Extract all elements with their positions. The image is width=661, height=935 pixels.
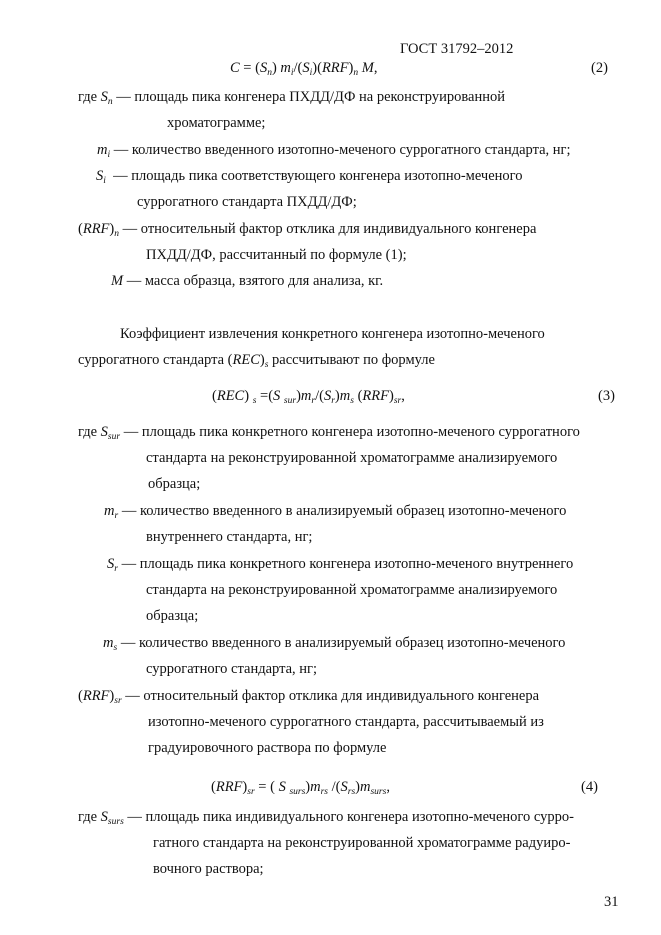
definition-mr-text: — количество введенного в анализируемый образец изотопно-меченого xyxy=(121,503,567,519)
definition-ms-cont: суррогатного стандарта, нг; xyxy=(146,661,318,677)
definition-rrf-sr: $(RRF)_{sr}$ — относительный фактор отклика для индивидуального конгенера xyxy=(78,688,540,706)
definition-ms-text: — количество введенного в анализируемый образец изотопно-меченого xyxy=(120,635,566,651)
definition-m: M — масса образца, взятого для анализа, кг. xyxy=(111,273,384,289)
definition-rrf-sr-text: — относительный фактор отклика для индивидуального конгенера xyxy=(125,688,540,704)
definition-ssurs: где $S_{surs}$ — площадь пика индивидуального конгенера изотопно-меченого сурро- xyxy=(78,809,574,827)
formula-4-number: (4) xyxy=(581,779,598,795)
definition-si-cont: суррогатного стандарта ПХДД/ДФ; xyxy=(137,194,357,210)
definition-ssur-text: — площадь пика конкретного конгенера изотопно-меченого суррогатного xyxy=(123,424,580,440)
definition-sr-cont-2: образца; xyxy=(146,608,199,624)
definition-mr: $m_r$ — количество введенного в анализируемый образец изотопно-меченого xyxy=(104,503,567,521)
definition-ssur: где $S_{sur}$ — площадь пика конкретного конгенера изотопно-меченого суррогатного xyxy=(78,424,580,442)
definition-ssurs-text: — площадь пика индивидуального конгенера изотопно-меченого сурро- xyxy=(127,809,574,825)
definition-mi: $m_i$ — количество введенного изотопно-меченого суррогатного стандарта, нг; xyxy=(97,142,571,160)
definition-rrf-sr-cont-1: изотопно-меченого суррогатного стандарта, рассчитываемый из xyxy=(148,714,544,730)
definition-ssur-cont-2: образца; xyxy=(148,476,201,492)
formula-4: $(RRF)_{sr}$ = ( S $_{surs})m_{rs}$ $/(S_{rs})m_{surs}$, xyxy=(211,779,390,797)
definition-rrf-sr-cont-2: градуировочного раствора по формуле xyxy=(148,740,387,756)
definition-ssur-cont-1: стандарта на реконструированной хроматограмме анализируемого xyxy=(146,450,558,466)
definition-m-text: — масса образца, взятого для анализа, кг. xyxy=(126,273,384,289)
formula-3-number: (3) xyxy=(598,388,615,404)
definition-si-text: — площадь пика соответствующего конгенера изотопно-меченого xyxy=(113,168,523,184)
paragraph-line-2: суррогатного стандарта $(REC)_s$ рассчитывают по формуле xyxy=(78,352,435,370)
definition-rrf-n: $(RRF)_n$ — относительный фактор отклика для индивидуального конгенера xyxy=(78,221,537,239)
formula-3: (REC) $_s$ =(S $_{sur})m_r/(S_r)m_s$ $(RRF)_{sr}$, xyxy=(212,388,405,406)
definition-sr-cont-1: стандарта на реконструированной хроматограмме анализируемого xyxy=(146,582,558,598)
definition-sn: где $S_n$ — площадь пика конгенера ПХДД/ДФ на реконструированной xyxy=(78,89,505,107)
definition-si: $S_i$ — площадь пика соответствующего конгенера изотопно-меченого xyxy=(96,168,523,186)
formula-2: $C = (S_n)$ $m_i/(S_i)(RRF)_n$ M, xyxy=(230,60,378,78)
definition-ssurs-cont-2: вочного раствора; xyxy=(153,861,264,877)
definition-sr: $S_r$ — площадь пика конкретного конгенера изотопно-меченого внутреннего xyxy=(107,556,574,574)
definition-ssurs-cont-1: гатного стандарта на реконструированной хроматограмме радуиро- xyxy=(153,835,571,851)
document-header: ГОСТ 31792–2012 xyxy=(400,41,514,57)
paragraph-line-1: Коэффициент извлечения конкретного конгенера изотопно-меченого xyxy=(120,326,545,342)
definition-sn-cont: хроматограмме; xyxy=(167,115,266,131)
formula-2-number: (2) xyxy=(591,60,608,76)
definition-mi-text: — количество введенного изотопно-меченого суррогатного стандарта, нг; xyxy=(113,142,571,158)
definition-sr-text: — площадь пика конкретного конгенера изотопно-меченого внутреннего xyxy=(121,556,574,572)
definition-rrf-n-cont: ПХДД/ДФ, рассчитанный по формуле (1); xyxy=(146,247,407,263)
definition-sn-text: — площадь пика конгенера ПХДД/ДФ на реконструированной xyxy=(116,89,505,105)
page-number: 31 xyxy=(604,894,619,910)
definition-mr-cont: внутреннего стандарта, нг; xyxy=(146,529,313,545)
definition-rrf-n-text: — относительный фактор отклика для индивидуального конгенера xyxy=(122,221,537,237)
definition-ms: $m_s$ — количество введенного в анализируемый образец изотопно-меченого xyxy=(103,635,566,653)
